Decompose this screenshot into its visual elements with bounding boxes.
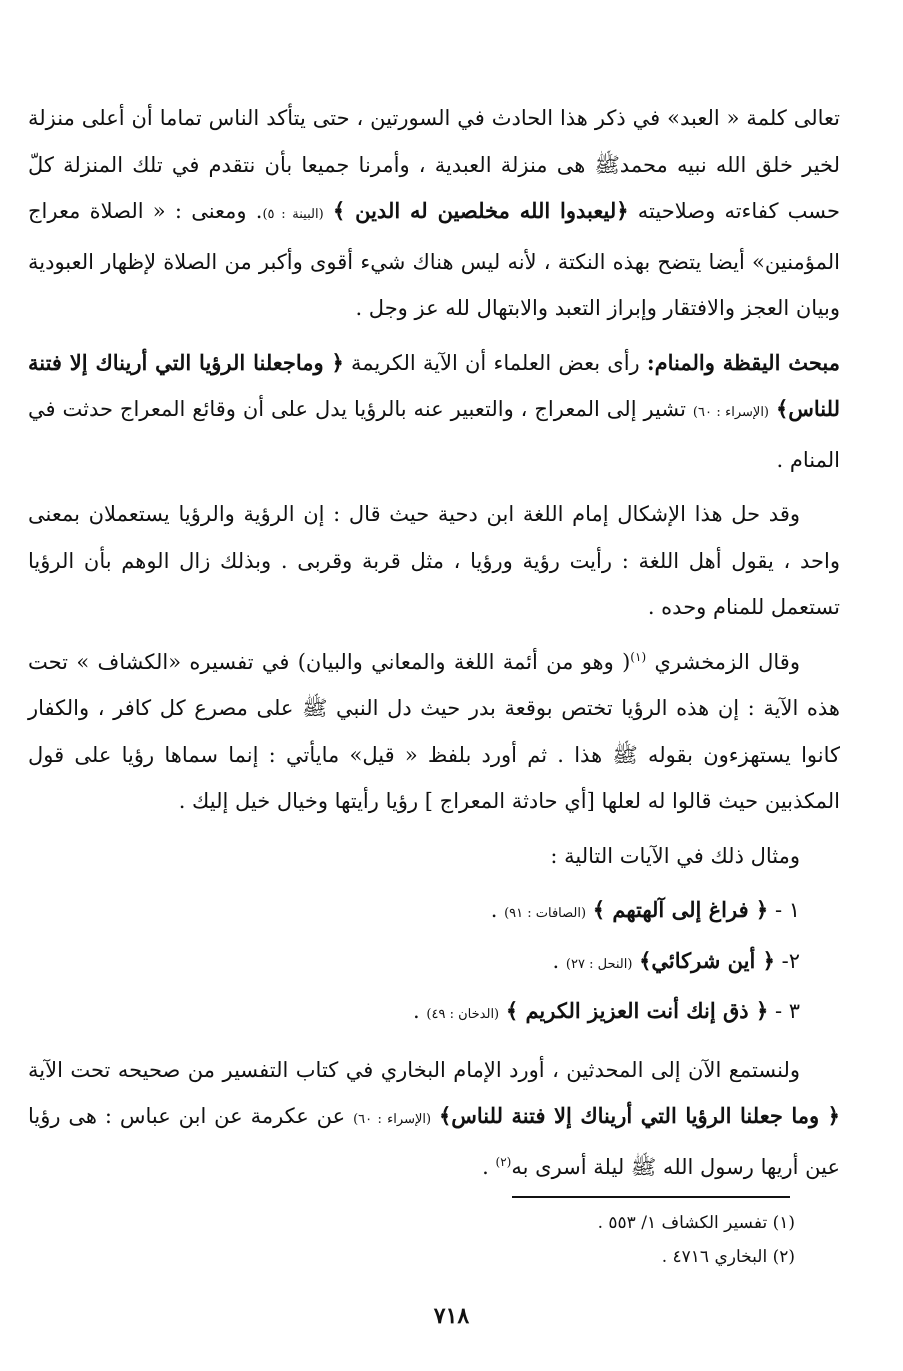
paragraph-6-text-a: ولنستمع الآن إلى المحدثين ، أورد الإمام البخاري في كتاب التفسير من صحيحه تحت الآية [28, 1057, 800, 1082]
paragraph-5: ومثال ذلك في الآيات التالية : [550, 843, 800, 868]
paragraph-4-text-a: وقال الزمخشري [646, 649, 800, 674]
list-number: ١ - [774, 898, 800, 922]
paragraph-4-text-b: ( وهو من أئمة اللغة والمعاني والبيان) في تفسيره «الكشاف » تحت هذه الآية : إن هذه الرؤيا تختص بوقعة بدر حيث دل النبي ﷺ على مصرع كل كافر ، والكفار كانوا يستهزءون بقوله ﷺ هذا . ثم أورد بلفظ « قيل» مايأتي : إنما سماها رؤيا على قول المكذبين حيث قالوا له لعلها [أي حادثة المعراج ] رؤيا رأيتها وخيال خيل إليك . [28, 649, 840, 813]
paragraph-6 [28, 1047, 840, 1191]
paragraph-1 [28, 95, 840, 332]
footnote-separator [512, 1196, 790, 1198]
list-item [28, 887, 800, 938]
quran-quote: ﴿ أين شركائي﴾ [639, 947, 775, 973]
paragraph-2-text-b: تشير إلى المعراج ، والتعبير عنه بالرؤيا يدل على أن وقائع المعراج حدثت في المنام . [28, 397, 840, 472]
verse-reference: (الصافات : ٩١) [504, 906, 587, 921]
verse-reference: (الدخان : ٤٩) [426, 1007, 500, 1022]
quran-quote: ﴿ ذق إنك أنت العزيز الكريم ﴾ [505, 998, 769, 1023]
paragraph-2-text-a: رأى بعض العلماء أن الآية الكريمة [343, 350, 647, 375]
list-end: . [490, 898, 498, 922]
page-body [28, 95, 840, 1198]
quran-quote: ﴿ وما جعلنا الرؤيا التي أريناك إلا فتنة للناس﴾ [438, 1103, 840, 1128]
list-end: . [413, 999, 420, 1023]
footnote-marker: (٢) [495, 1154, 512, 1169]
paragraph-3: وقد حل هذا الإشكال إمام اللغة ابن دحية حيث قال : إن الرؤية والرؤيا يستعملان بمعنى واحد ، يقول أهل اللغة : رأيت رؤية ورؤيا ، مثل قربة وقربى . وبذلك زال الوهم بأن الرؤيا تستعمل للمنام وحده . [28, 502, 840, 619]
list-item [28, 988, 800, 1039]
footnote-2: (٢) البخاري ٤٧١٦ . [661, 1247, 795, 1267]
quran-quote: ﴿ليعبدوا الله مخلصين له الدين ﴾ [332, 198, 629, 223]
paragraph-6-text-b: عن عكرمة عن ابن عباس : هى رؤيا عين أريها رسول الله ﷺ ليلة أسرى به [28, 1104, 840, 1179]
footnotes [598, 1206, 795, 1274]
paragraph-4 [28, 639, 840, 825]
paragraph-1-text-a: تعالى كلمة « العبد» في ذكر هذا الحادث في السورتين ، حتى يتأكد الناس تماما أن أعلى منزلة لخير خلق الله نبيه محمدﷺ هى منزلة العبدية ، وأمرنا جميعا بأن نتقدم في تلك المنزلة كلّ حسب كفاءته وصلاحيته [28, 106, 841, 223]
page-number: ٧١٨ [433, 1303, 470, 1329]
quran-quote: ﴿ وماجعلنا الرؤيا التي أريناك إلا فتنة للناس﴾ [28, 349, 840, 421]
verse-reference: (النحل : ٢٧) [565, 956, 633, 972]
list-end: . [552, 948, 560, 973]
verse-reference: (البينة : ٥) [262, 207, 324, 222]
list-item [28, 938, 800, 989]
verse-reference: (الإسراء : ٦٠) [692, 405, 770, 420]
footnote-1: (١) تفسير الكشاف ١/ ٥٥٣ . [597, 1213, 795, 1233]
footnote-marker: (١) [630, 649, 647, 664]
verse-list [28, 887, 840, 1039]
paragraph-2 [28, 340, 840, 484]
list-number: ٢- [781, 948, 800, 973]
paragraph-6-text-c: . [482, 1154, 496, 1179]
section-heading: مبحث اليقظة والمنام: [646, 349, 841, 375]
quran-quote: ﴿ فراغ إلى آلهتهم ﴾ [592, 897, 769, 922]
list-number: ٣ - [774, 999, 800, 1023]
verse-reference: (الإسراء : ٦٠) [353, 1112, 432, 1127]
paragraph-1-text-b: . ومعنى : « الصلاة معراج المؤمنين» أيضا يتضح بهذه النكتة ، لأنه ليس هناك شيء أقوى وأكبر من الصلاة لإظهار العبودية وبيان العجز والافتقار وإبراز التعبد والابتهال لله عز وجل . [28, 199, 840, 320]
